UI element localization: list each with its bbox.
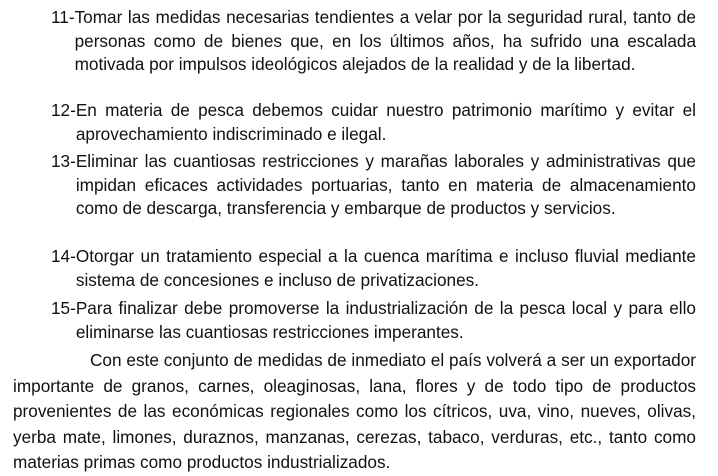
item-number: 13- [51,151,76,171]
item-text: Otorgar un tratamiento especial a la cuenca marítima e incluso fluvial mediante sistema de concesiones e incluso de privatizaciones. [75,246,696,290]
list-item-12 [51,99,696,146]
list-item-15 [51,297,696,344]
item-number: 15- [51,298,76,318]
item-text: Tomar las medidas necesarias tendientes a velar por la seguridad rural, tanto de personas como de bienes que, en los últimos años, ha sufrido una escalada motivada por impulsos ideológicos alejados de la realidad y de la libertad. [74,7,696,74]
list-item-14 [51,245,696,292]
list-item-13 [51,150,696,221]
item-text: Eliminar las cuantiosas restricciones y marañas laborales y administrativas que impidan eficaces actividades portuarias, tanto en materia de almacenamiento como de descarga, transferencia y embarque de productos y servicios. [75,151,696,218]
item-text: Para finalizar debe promoverse la industrialización de la pesca local y para ello eliminarse las cuantiosas restricciones imperantes. [75,298,696,342]
item-number: 14- [51,246,76,266]
item-number: 11- [51,7,75,27]
closing-paragraph: Con este conjunto de medidas de inmediato el país volverá a ser un exportador importante de granos, carnes, oleaginosas, lana, flores y de todo tipo de productos provenientes de las económicas regionales como los cítricos, uva, vino, nueves, olivas, yerba mate, limones, duraznos, manzanas, cerezas, tabaco, verduras, etc., tanto como materias primas como productos industrializados. [13,350,696,472]
list-item-11 [51,6,696,77]
item-text: En materia de pesca debemos cuidar nuestro patrimonio marítimo y evitar el aprovechamiento indiscriminado e ilegal. [75,100,696,144]
item-number: 12- [51,100,76,120]
